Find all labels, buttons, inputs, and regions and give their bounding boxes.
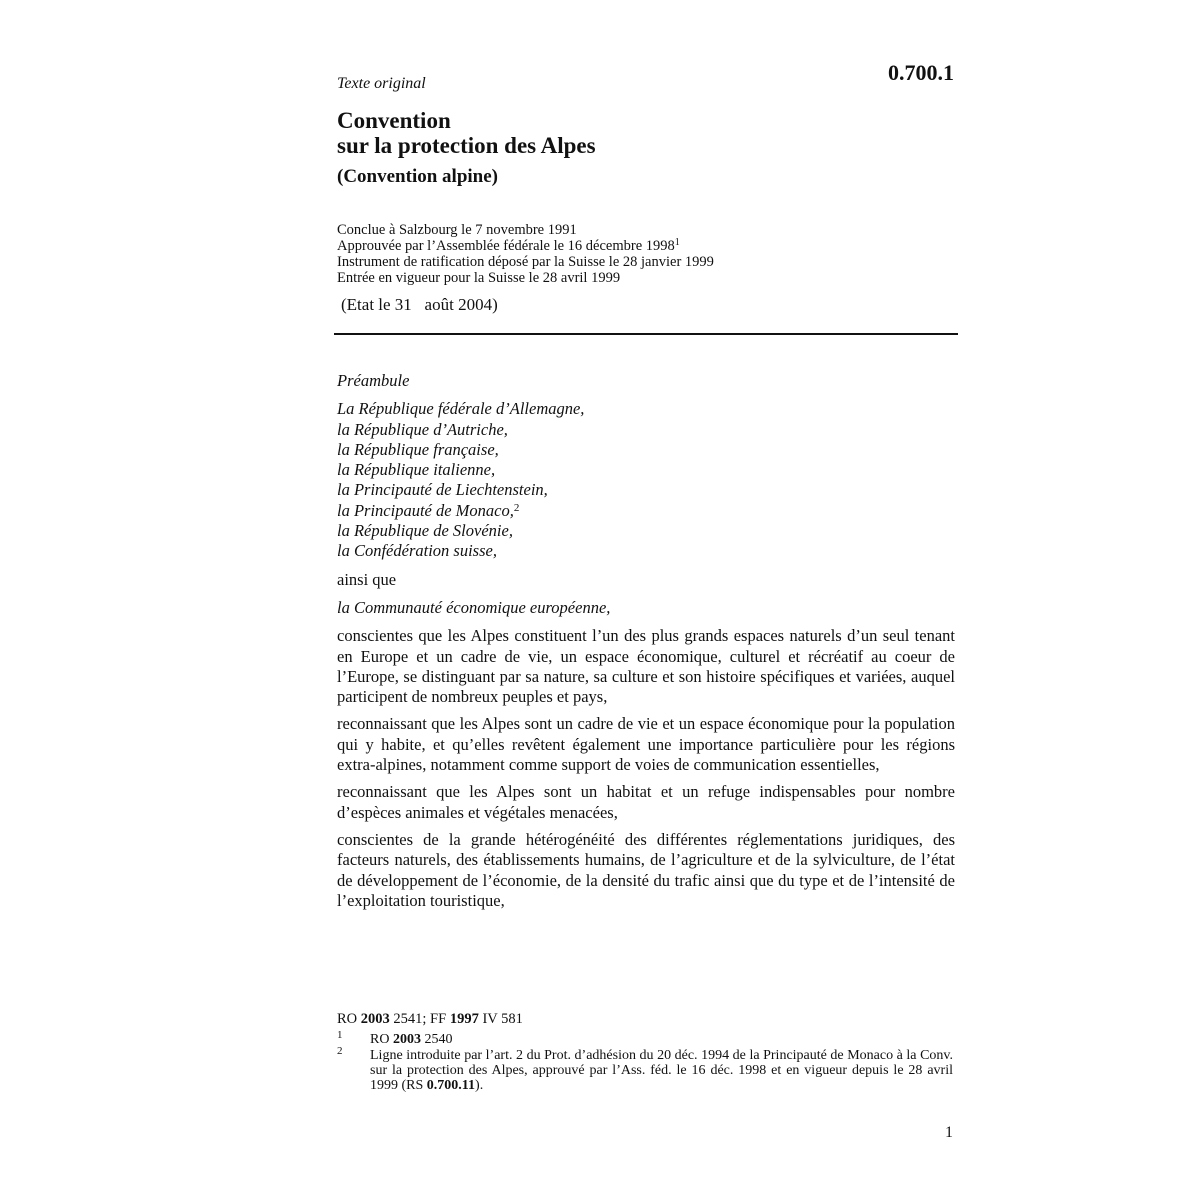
metadata-block: [337, 222, 714, 286]
and-label: ainsi que: [337, 569, 397, 589]
preamble-paragraph: reconnaissant que les Alpes sont un cadre de vie et un espace économique pour la population qui y habite, et qu’elles revêtent également une importance particulière pour les régions extra-alpines, notamment comme support de voies de communication essentielles,: [337, 714, 955, 775]
fn1-prefix: RO: [370, 1032, 393, 1047]
document-title: [337, 108, 596, 158]
party-item: [337, 501, 955, 521]
party-item: la Principauté de Liechtenstein,: [337, 480, 548, 500]
party-item: la République française,: [337, 439, 499, 459]
page-number: 1: [945, 1124, 953, 1141]
fn2-end: ).: [475, 1078, 484, 1093]
fn2-text: Ligne introduite par l’art. 2 du Prot. d’adhésion du 20 déc. 1994 de la Principauté de Monaco à la Conv. sur la protection des Alpes, approuvé par l’Ass. féd. le 16 déc. 1998 et en vigueur depuis le 28 avril 1999 (RS: [370, 1048, 953, 1093]
footnote-number: 1: [337, 1029, 343, 1041]
approved-line: [337, 238, 714, 254]
party-item: la République de Slovénie,: [337, 521, 513, 541]
preamble-heading: Préambule: [337, 371, 410, 390]
party-item: la Confédération suisse,: [337, 541, 497, 561]
party-item: la République d’Autriche,: [337, 419, 508, 439]
ratification-line: Instrument de ratification déposé par la Suisse le 28 janvier 1999: [337, 254, 714, 270]
header-divider: [334, 333, 958, 335]
document-subtitle: (Convention alpine): [337, 166, 498, 187]
party-item: La République fédérale d’Allemagne,: [337, 399, 585, 419]
footnote-number: 2: [337, 1045, 343, 1057]
title-line-1: Convention: [337, 108, 451, 133]
ff-year: 1997: [449, 1011, 479, 1027]
title-line-2: sur la protection des Alpes: [337, 133, 596, 158]
state-date: (Etat le 31 août 2004): [341, 295, 498, 314]
concluded-line: Conclue à Salzbourg le 7 novembre 1991: [337, 222, 577, 238]
document-number: 0.700.1: [888, 60, 954, 85]
ro-prefix: RO: [337, 1011, 361, 1027]
footnote-ref-2[interactable]: 2: [513, 501, 520, 514]
footnote-text: [370, 1032, 953, 1047]
parties-list: [337, 399, 955, 561]
preamble-paragraph: reconnaissant que les Alpes sont un habitat et un refuge indispensables pour nombre d’espèces animales et végétales menacées,: [337, 782, 955, 822]
ff-suffix: IV 581: [478, 1011, 523, 1027]
fn2-rs-number[interactable]: 0.700.11: [426, 1078, 476, 1093]
ro-page-ff: 2541; FF: [389, 1011, 450, 1027]
fn1-suffix: 2540: [420, 1032, 453, 1047]
party-item-text: la Principauté de Monaco,: [337, 500, 514, 520]
ro-year: 2003: [360, 1011, 390, 1027]
official-references: [337, 1011, 523, 1028]
original-text-label: Texte original: [337, 75, 426, 92]
footnote-ref-1[interactable]: 1: [674, 237, 680, 248]
entry-into-force-line: Entrée en vigueur pour la Suisse le 28 avril 1999: [337, 270, 621, 286]
preamble-paragraph: conscientes de la grande hétérogénéité des différentes réglementations juridiques, des facteurs naturels, des établissements humains, de l’agriculture et de la sylviculture, de l’état de développement de l’économie, de la densité du trafic ainsi que du type et de l’intensité de l’exploitation touristique,: [337, 829, 955, 910]
approved-text: Approuvée par l’Assemblée fédérale le 16 décembre 1998: [337, 238, 675, 254]
party-item: la République italienne,: [337, 460, 496, 480]
community-party: la Communauté économique européenne,: [337, 597, 611, 617]
fn1-year: 2003: [392, 1032, 421, 1047]
preamble-section: [337, 371, 955, 918]
footnote-text: [370, 1048, 953, 1093]
preamble-paragraph: conscientes que les Alpes constituent l’un des plus grands espaces naturels d’un seul tenant en Europe et un cadre de vie, un espace économique, culturel et récréatif au coeur de l’Europe, se distinguant par sa nature, sa culture et son histoire spécifiques et variées, auquel participent de nombreux peuples et pays,: [337, 626, 955, 707]
